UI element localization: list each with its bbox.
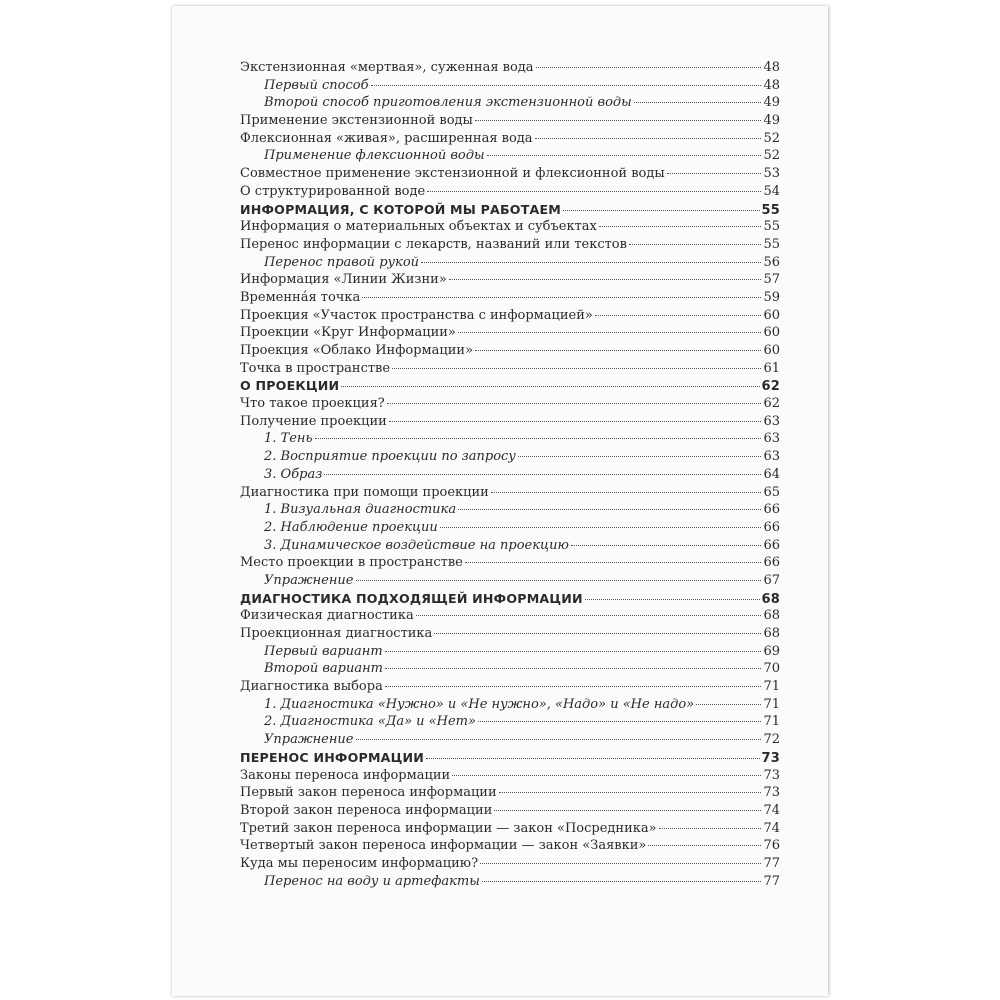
toc-entry-title: Первый закон переноса информации	[240, 785, 497, 801]
toc-page-number: 65	[763, 484, 780, 500]
toc-entry	[240, 660, 780, 678]
toc-entry	[240, 625, 780, 643]
toc-page-number: 59	[763, 289, 780, 305]
toc-entry-title: О структурированной воде	[240, 183, 426, 199]
toc-entry	[240, 289, 780, 307]
toc-entry-title: Что такое проекция?	[240, 396, 385, 412]
dot-leader	[458, 332, 762, 333]
dot-leader	[385, 668, 761, 669]
toc-section-heading	[240, 749, 780, 767]
toc-page-number: 77	[763, 855, 780, 871]
dot-leader	[494, 810, 761, 811]
toc-page-number: 70	[763, 661, 780, 677]
toc-entry-title: 3. Образ	[264, 466, 323, 482]
toc-page-number: 71	[763, 679, 780, 695]
toc-entry-title: Проекция «Участок пространства с информацией»	[240, 307, 593, 323]
dot-leader	[392, 368, 761, 369]
toc-entry	[240, 236, 780, 254]
toc-page-number: 54	[763, 183, 780, 199]
toc-entry	[240, 254, 780, 272]
toc-entry	[240, 731, 780, 749]
dot-leader	[449, 279, 762, 280]
toc-entry-title: Применение экстензионной воды	[240, 113, 473, 129]
toc-entry	[240, 696, 780, 714]
dot-leader	[491, 492, 762, 493]
toc-page-number: 74	[763, 802, 780, 818]
toc-page-number: 60	[763, 325, 780, 341]
dot-leader	[434, 633, 761, 634]
dot-leader	[452, 775, 761, 776]
dot-leader	[427, 191, 761, 192]
toc-entry	[240, 183, 780, 201]
dot-leader	[629, 244, 762, 245]
toc-entry	[240, 360, 780, 378]
dot-leader	[371, 85, 762, 86]
toc-entry-title: Второй закон переноса информации	[240, 802, 493, 818]
toc-entry	[240, 77, 780, 95]
toc-page-number: 60	[763, 343, 780, 358]
toc-entry-title: Второй способ приготовления экстензионной воды	[264, 95, 632, 111]
toc-entry	[240, 784, 780, 802]
toc-entry-title: Проекции «Круг Информации»	[240, 325, 456, 341]
toc-page-number: 64	[763, 466, 780, 482]
toc-page-number: 49	[763, 95, 780, 111]
toc-page-number: 72	[763, 732, 780, 748]
toc-entry	[240, 147, 780, 165]
toc-entry-title: Совместное применение экстензионной и флексионной воды	[240, 166, 665, 182]
toc-page-number: 55	[763, 219, 780, 235]
toc-entry	[240, 767, 780, 785]
toc-entry	[240, 484, 780, 502]
toc-entry-title: 2. Восприятие проекции по запросу	[264, 449, 516, 465]
toc-entry	[240, 218, 780, 236]
toc-page-number: 73	[763, 767, 780, 783]
toc-entry-title: Четвертый закон переноса информации — закон «Заявки»	[240, 838, 647, 854]
toc-entry-title: О ПРОЕКЦИИ	[240, 378, 340, 394]
toc-entry	[240, 430, 780, 448]
toc-page-number: 57	[763, 272, 780, 288]
toc-page-number: 66	[763, 537, 780, 553]
toc-page-number: 77	[763, 873, 780, 889]
toc-entry-title: Первый вариант	[264, 643, 383, 659]
toc-entry	[240, 802, 780, 820]
dot-leader	[440, 527, 762, 528]
toc-page-number: 49	[763, 113, 780, 129]
dot-leader	[385, 686, 762, 687]
toc-page-number: 62	[763, 396, 780, 412]
toc-entry	[240, 519, 780, 537]
toc-entry	[240, 307, 780, 325]
toc-page-number: 73	[761, 750, 780, 766]
dot-leader	[599, 226, 762, 227]
dot-leader	[499, 792, 762, 793]
toc-entry-title: Место проекции в пространстве	[240, 555, 463, 571]
dot-leader	[667, 173, 762, 174]
toc-entry-title: Перенос правой рукой	[264, 254, 420, 270]
toc-page-number: 61	[763, 360, 780, 376]
toc-entry-title: Третий закон переноса информации — закон «Посредника»	[240, 820, 657, 836]
toc-section-heading	[240, 377, 780, 395]
toc-page-number: 48	[763, 77, 780, 93]
toc-entry	[240, 112, 780, 130]
dot-leader	[571, 545, 762, 546]
toc-page-number: 71	[763, 714, 780, 730]
toc-entry-title: Получение проекции	[240, 413, 387, 429]
dot-leader	[595, 315, 762, 316]
dot-leader	[356, 739, 762, 740]
toc-entry-title: 1. Визуальная диагностика	[264, 502, 457, 518]
toc-entry-title: 2. Наблюдение проекции	[264, 519, 438, 535]
dot-leader	[536, 67, 762, 68]
dot-leader	[648, 845, 761, 846]
toc-page-number: 48	[763, 60, 780, 75]
toc-page-number: 53	[763, 166, 780, 182]
dot-leader	[480, 863, 761, 864]
dot-leader	[696, 704, 761, 705]
toc-entry-title: Применение флексионной воды	[264, 148, 485, 164]
toc-entry	[240, 501, 780, 519]
toc-entry-title: Информация «Линии Жизни»	[240, 272, 447, 288]
toc-page-number: 76	[763, 838, 780, 854]
toc-entry-title: Временна́я точка	[240, 289, 361, 305]
toc-entry-title: Второй вариант	[264, 661, 384, 677]
toc-entry-title: 3. Динамическое воздействие на проекцию	[264, 537, 569, 553]
toc-page-number: 74	[763, 820, 780, 836]
toc-entry-title: ПЕРЕНОС ИНФОРМАЦИИ	[240, 749, 424, 765]
toc-entry-title: Экстензионная «мертвая», суженная вода	[240, 60, 534, 75]
toc-page-number: 68	[763, 626, 780, 641]
toc-section-heading	[240, 590, 780, 608]
toc-entry	[240, 643, 780, 661]
toc-entry-title: Проекция «Облако Информации»	[240, 343, 474, 358]
toc-entry-title: 2. Диагностика «Да» и «Нет»	[264, 714, 476, 730]
toc-page-number: 55	[761, 202, 780, 218]
toc-entry-title: Первый способ	[264, 77, 369, 93]
toc-entry	[240, 324, 780, 342]
dot-leader	[426, 758, 760, 759]
dot-leader	[465, 562, 762, 563]
toc-entry-title: Законы переноса информации	[240, 767, 451, 783]
toc-section-heading	[240, 201, 780, 219]
dot-leader	[563, 210, 760, 211]
toc-entry	[240, 678, 780, 696]
toc-page-number: 63	[763, 449, 780, 465]
toc-entry	[240, 413, 780, 431]
toc-entry	[240, 607, 780, 625]
toc-entry	[240, 271, 780, 289]
dot-leader	[324, 474, 761, 475]
toc-page-number: 66	[763, 519, 780, 535]
dot-leader	[634, 102, 762, 103]
dot-leader	[518, 456, 762, 457]
toc-entry	[240, 873, 780, 891]
toc-entry-title: Перенос на воду и артефакты	[264, 873, 480, 889]
dot-leader	[421, 262, 761, 263]
toc-entry	[240, 448, 780, 466]
toc-entry-title: Куда мы переносим информацию?	[240, 855, 479, 871]
dot-leader	[416, 615, 762, 616]
toc-page-number: 66	[763, 502, 780, 518]
dot-leader	[475, 350, 761, 351]
toc-entry	[240, 130, 780, 148]
dot-leader	[385, 651, 762, 652]
toc-page-number: 52	[763, 130, 780, 146]
dot-leader	[387, 403, 762, 404]
toc-entry-title: 1. Тень	[264, 431, 313, 447]
dot-leader	[315, 438, 762, 439]
dot-leader	[458, 509, 761, 510]
toc-entry	[240, 165, 780, 183]
toc-entry-title: 1. Диагностика «Нужно» и «Не нужно», «Надо» и «Не надо»	[264, 696, 695, 712]
toc-entry-title: Диагностика выбора	[240, 679, 383, 695]
toc-entry-title: Флексионная «живая», расширенная вода	[240, 130, 533, 146]
table-of-contents	[240, 59, 780, 890]
toc-entry-title: Проекционная диагностика	[240, 626, 433, 641]
toc-entry	[240, 59, 780, 77]
toc-entry-title: Упражнение	[264, 732, 354, 748]
toc-page-number: 69	[763, 643, 780, 659]
dot-leader	[478, 721, 762, 722]
toc-entry	[240, 554, 780, 572]
dot-leader	[356, 580, 762, 581]
toc-entry	[240, 855, 780, 873]
toc-entry-title: ДИАГНОСТИКА ПОДХОДЯЩЕЙ ИНФОРМАЦИИ	[240, 590, 583, 606]
toc-page-number: 71	[763, 696, 780, 712]
dot-leader	[389, 421, 762, 422]
toc-entry-title: Физическая диагностика	[240, 608, 414, 624]
toc-page-number: 68	[763, 608, 780, 624]
toc-page-number: 67	[763, 572, 780, 588]
toc-entry-title: Информация о материальных объектах и субъектах	[240, 219, 597, 235]
dot-leader	[487, 155, 762, 156]
toc-page-number: 63	[763, 431, 780, 447]
toc-entry	[240, 572, 780, 590]
toc-page-number: 62	[761, 379, 780, 395]
toc-entry-title: Упражнение	[264, 572, 354, 588]
toc-entry-title: Точка в пространстве	[240, 360, 391, 376]
dot-leader	[585, 599, 760, 600]
toc-entry-title: ИНФОРМАЦИЯ, С КОТОРОЙ МЫ РАБОТАЕМ	[240, 201, 561, 217]
toc-entry	[240, 395, 780, 413]
toc-page-number: 55	[763, 236, 780, 252]
toc-entry-title: Перенос информации с лекарств, названий или текстов	[240, 236, 627, 252]
toc-entry	[240, 466, 780, 484]
toc-page-number: 66	[763, 555, 780, 571]
toc-entry	[240, 820, 780, 838]
toc-page-number: 68	[761, 591, 780, 607]
toc-entry	[240, 342, 780, 360]
toc-entry-title: Диагностика при помощи проекции	[240, 484, 489, 500]
toc-entry	[240, 537, 780, 555]
toc-entry	[240, 94, 780, 112]
toc-page-number: 63	[763, 413, 780, 429]
toc-page-number: 73	[763, 785, 780, 801]
toc-entry	[240, 713, 780, 731]
dot-leader	[482, 881, 762, 882]
toc-page-number: 60	[763, 307, 780, 323]
toc-page-number: 56	[763, 254, 780, 270]
dot-leader	[535, 138, 762, 139]
toc-page-number: 52	[763, 148, 780, 164]
dot-leader	[659, 828, 762, 829]
dot-leader	[341, 386, 759, 387]
toc-entry	[240, 837, 780, 855]
dot-leader	[475, 120, 762, 121]
dot-leader	[362, 297, 761, 298]
